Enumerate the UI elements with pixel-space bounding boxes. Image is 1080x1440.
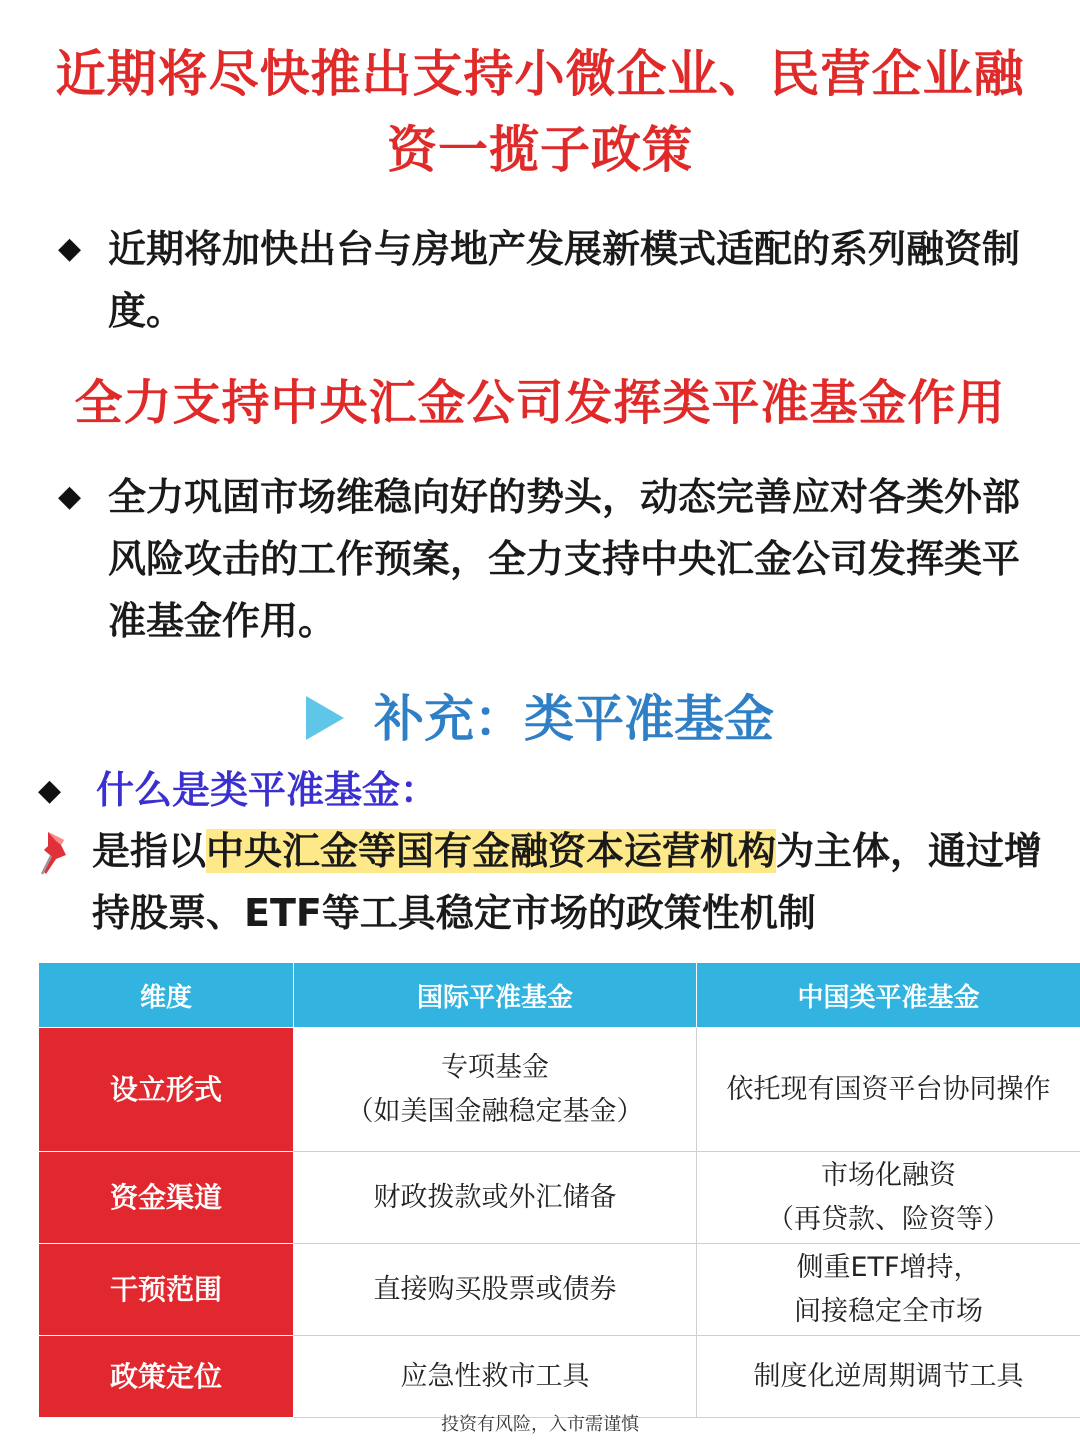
table-row xyxy=(39,1028,1080,1152)
table-row xyxy=(39,1244,1080,1336)
risk-disclaimer: 投资有风险，入市需谨慎 xyxy=(441,1414,639,1435)
definition-text xyxy=(92,820,1044,944)
definition-suffix: 为主体，通过增持股票、ETF等工具稳定市场的政策性机制 xyxy=(92,829,1043,935)
comparison-table xyxy=(38,962,1080,1418)
cell-china xyxy=(697,1028,1080,1152)
row-dimension: 干预范围 xyxy=(39,1244,294,1336)
highlighted-phrase: 中央汇金等国有金融资本运营机构 xyxy=(206,829,777,873)
cell-line: （如美国金融稳定基金） xyxy=(346,1095,644,1127)
play-triangle-icon xyxy=(306,696,344,740)
row-dimension: 政策定位 xyxy=(39,1336,294,1418)
header-china: 中国类平准基金 xyxy=(697,963,1080,1028)
question-text: 什么是类平准基金： xyxy=(96,768,439,812)
cell-china xyxy=(697,1336,1080,1418)
table-row xyxy=(39,1336,1080,1418)
row-dimension: 资金渠道 xyxy=(39,1152,294,1244)
cell-line: 应急性救市工具 xyxy=(400,1360,590,1392)
page-title: 近期将尽快推出支持小微企业、民营企业融资一揽子政策 xyxy=(55,45,1025,179)
cell-international xyxy=(294,1152,697,1244)
table-header-row xyxy=(39,963,1080,1028)
row-dimension: 设立形式 xyxy=(39,1028,294,1152)
cell-international xyxy=(294,1028,697,1152)
diamond-bullet-icon: ◆ xyxy=(38,772,62,808)
question-row xyxy=(38,760,438,820)
supplement-heading-text: 补充：类平准基金 xyxy=(374,690,774,748)
definition-row xyxy=(34,820,1044,944)
bullet-item-market xyxy=(58,466,1038,652)
cell-china xyxy=(697,1244,1080,1336)
cell-international xyxy=(294,1244,697,1336)
diamond-bullet-icon: ◆ xyxy=(58,479,82,514)
header-international: 国际平准基金 xyxy=(294,963,697,1028)
bullet-text: 全力巩固市场维稳向好的势头，动态完善应对各类外部风险攻击的工作预案，全力支持中央汇金公司发挥类平准基金作用。 xyxy=(108,475,1021,643)
pushpin-icon xyxy=(34,820,92,944)
cell-international xyxy=(294,1336,697,1418)
section-title: 全力支持中央汇金公司发挥类平准基金作用 xyxy=(74,375,1006,431)
cell-line: 依托现有国资平台协同操作 xyxy=(726,1073,1051,1105)
table-row xyxy=(39,1152,1080,1244)
cell-china xyxy=(697,1152,1080,1244)
header-dimension: 维度 xyxy=(39,963,294,1028)
cell-line: 专项基金 xyxy=(441,1051,549,1083)
bullet-item-financing xyxy=(58,218,1038,342)
diamond-bullet-icon: ◆ xyxy=(58,231,82,266)
cell-line: 市场化融资 xyxy=(821,1159,956,1191)
cell-line: 财政拨款或外汇储备 xyxy=(373,1181,617,1213)
supplement-heading xyxy=(0,684,1080,754)
cell-line: 直接购买股票或债券 xyxy=(373,1273,617,1305)
cell-line: （再贷款、险资等） xyxy=(767,1203,1010,1235)
definition-prefix: 是指以 xyxy=(92,829,207,873)
cell-line: 间接稳定全市场 xyxy=(794,1295,983,1327)
cell-line: 制度化逆周期调节工具 xyxy=(753,1360,1024,1392)
cell-line: 侧重ETF增持， xyxy=(796,1251,981,1283)
bullet-text: 近期将加快出台与房地产发展新模式适配的系列融资制度。 xyxy=(108,227,1021,333)
